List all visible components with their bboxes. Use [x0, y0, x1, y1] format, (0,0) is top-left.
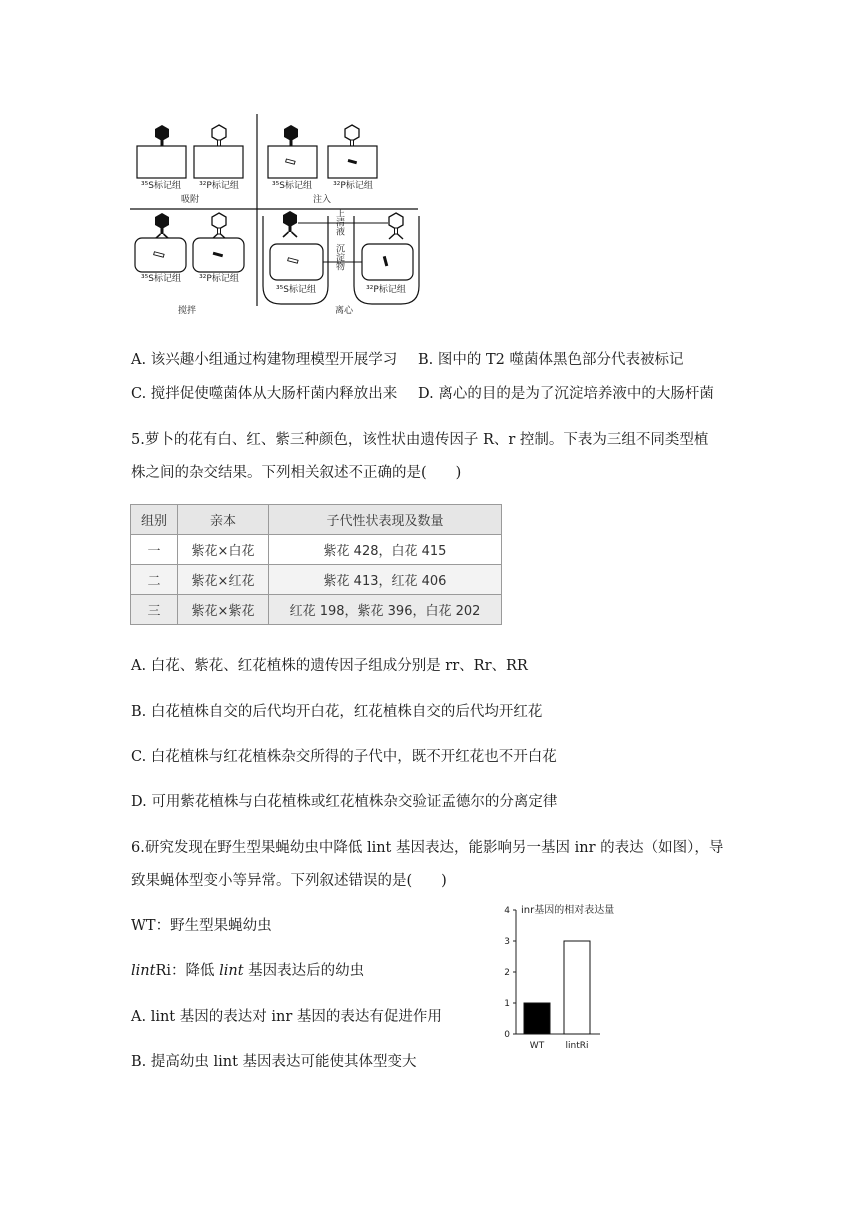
q4-option-a: A. 该兴趣小组通过构建物理模型开展学习	[131, 352, 398, 368]
lintri-italic: lint	[219, 963, 244, 979]
inject-panel	[268, 125, 377, 205]
y-tick-label: 4	[504, 906, 510, 916]
table-cell: 二	[131, 565, 178, 595]
supernatant-label: 上清液	[334, 208, 344, 236]
y-tick-label: 2	[504, 968, 510, 978]
table-header-cell: 亲本	[178, 505, 269, 535]
centrifuge-panel	[263, 207, 419, 316]
table-row	[131, 595, 502, 625]
lintri-prefix: lint	[131, 963, 156, 979]
chart-title: inr基因的相对表达量	[521, 905, 615, 916]
table-cell: 紫花×红花	[178, 565, 269, 595]
x-tick-label: lintRi	[565, 1041, 589, 1051]
table-cell: 紫花×紫花	[178, 595, 269, 625]
q5-option-c: C. 白花植株与红花植株杂交所得的子代中，既不开红花也不开白花	[131, 749, 557, 765]
phage-experiment-figure	[128, 110, 420, 322]
table-header-cell: 组别	[131, 505, 178, 535]
q5-stem-line2: 株之间的杂交结果。下列相关叙述不正确的是( )	[131, 465, 462, 481]
q5-cross-table	[130, 504, 502, 625]
table-cell: 紫花×白花	[178, 535, 269, 565]
q5-stem-line1: 5.萝卜的花有白、红、紫三种颜色，该性状由遗传因子 R、r 控制。下表为三组不同类型植	[131, 432, 709, 448]
adsorb-s35-label: ³⁵S标记组	[141, 181, 181, 191]
q6-lintri-note	[131, 959, 364, 980]
table-cell: 三	[131, 595, 178, 625]
stir-s35-label: ³⁵S标记组	[141, 274, 181, 284]
inject-s35-label: ³⁵S标记组	[272, 181, 312, 191]
q6-option-a: A. lint 基因的表达对 inr 基因的表达有促进作用	[131, 1009, 442, 1025]
adsorb-panel	[137, 125, 243, 205]
q4-option-c: C. 搅拌促使噬菌体从大肠杆菌内释放出来	[131, 386, 398, 402]
table-cell: 紫花 413，红花 406	[269, 565, 502, 595]
q6-option-b: B. 提高幼虫 lint 基因表达可能使其体型变大	[131, 1054, 417, 1070]
table-cell: 红花 198，紫花 396，白花 202	[269, 595, 502, 625]
q4-option-b: B. 图中的 T2 噬菌体黑色部分代表被标记	[418, 352, 684, 368]
table-header-row	[131, 505, 502, 535]
bar-lintRi	[564, 941, 590, 1034]
bar-WT	[524, 1003, 550, 1034]
q5-option-a: A. 白花、紫花、红花植株的遗传因子组成分别是 rr、Rr、RR	[131, 658, 528, 674]
stir-panel	[135, 213, 244, 316]
y-tick-label: 1	[504, 999, 510, 1009]
y-tick-label: 0	[504, 1030, 510, 1040]
q5-option-b: B. 白花植株自交的后代均开白花，红花植株自交的后代均开红花	[131, 704, 543, 720]
inject-p32-label: ³²P标记组	[333, 181, 373, 191]
lintri-suffix: 基因表达后的幼虫	[243, 963, 365, 979]
lintri-mid: Ri：降低	[155, 963, 220, 979]
q5-option-d: D. 可用紫花植株与白花植株或红花植株杂交验证孟德尔的分离定律	[131, 794, 558, 810]
table-row	[131, 565, 502, 595]
q6-stem-line1: 6.研究发现在野生型果蝇幼虫中降低 lint 基因表达，能影响另一基因 inr 的表达（如图），导	[131, 840, 724, 856]
table-row	[131, 535, 502, 565]
table-cell: 紫花 428，白花 415	[269, 535, 502, 565]
q4-option-d: D. 离心的目的是为了沉淀培养液中的大肠杆菌	[418, 386, 714, 402]
adsorb-label: 吸附	[180, 195, 200, 205]
centrifuge-p32-label: ³²P标记组	[366, 285, 406, 295]
precipitate-label: 沉淀物	[334, 243, 344, 271]
inject-label: 注入	[312, 195, 332, 205]
x-tick-label: WT	[529, 1041, 545, 1051]
adsorb-p32-label: ³²P标记组	[199, 181, 239, 191]
q6-wt-note: WT：野生型果蝇幼虫	[131, 918, 272, 934]
inr-expression-chart	[496, 898, 616, 1058]
centrifuge-s35-label: ³⁵S标记组	[276, 285, 316, 295]
table-cell: 一	[131, 535, 178, 565]
centrifuge-label: 离心	[334, 306, 354, 316]
y-tick-label: 3	[504, 937, 510, 947]
stir-label: 搅拌	[177, 306, 197, 316]
table-header-cell: 子代性状表现及数量	[269, 505, 502, 535]
q6-stem-line2: 致果蝇体型变小等异常。下列叙述错误的是( )	[131, 873, 447, 889]
stir-p32-label: ³²P标记组	[199, 274, 239, 284]
